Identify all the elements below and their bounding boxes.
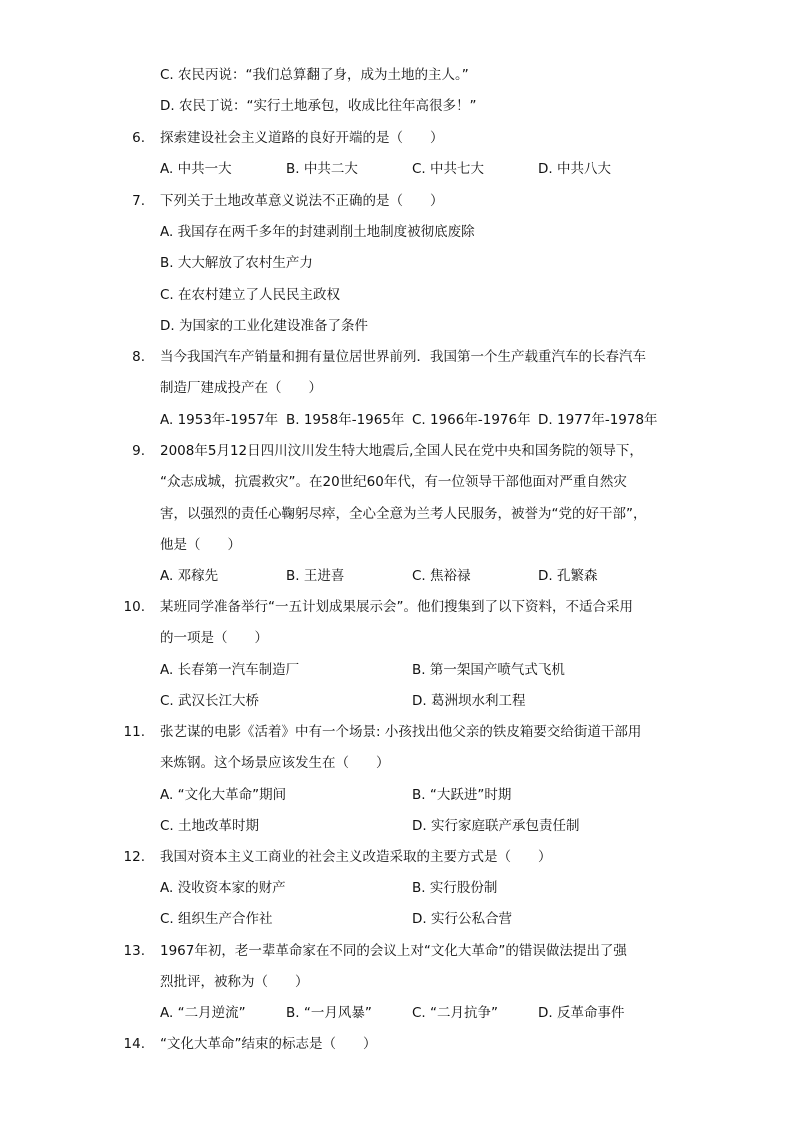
option-b: B. 1958年-1965年 <box>286 412 405 428</box>
option-d: D. 孔繁森 <box>538 568 598 584</box>
option-b: B. 大大解放了农村生产力 <box>160 255 313 271</box>
question-number: 13. <box>123 943 145 959</box>
question-stem: 的一项是（ ） <box>160 630 268 646</box>
option-c: C. 在农村建立了人民民主政权 <box>160 287 341 303</box>
question-stem: 我国对资本主义工商业的社会主义改造采取的主要方式是（ ） <box>160 849 552 865</box>
option-d: D. 葛洲坝水利工程 <box>412 693 526 709</box>
option-b: B. 第一架国产喷气式飞机 <box>412 662 565 678</box>
question-number: 14. <box>123 1036 145 1052</box>
question-stem: 制造厂建成投产在（ ） <box>160 380 322 396</box>
question-stem: 下列关于土地改革意义说法不正确的是（ ） <box>160 193 444 209</box>
option-b: B. 中共二大 <box>286 161 358 177</box>
option-c: C. 土地改革时期 <box>160 818 260 834</box>
question-stem: 某班同学准备举行“一五计划成果展示会”。他们搜集到了以下资料，不适合采用 <box>160 599 633 615</box>
question-stem: 来炼钢。这个场景应该发生在（ ） <box>160 755 390 771</box>
option-d: D. 1977年-1978年 <box>538 412 658 428</box>
question-stem: 害，以强烈的责任心鞠躬尽瘁，全心全意为兰考人民服务，被誉为“党的好干部”， <box>160 506 647 522</box>
option-c: C. 1966年-1976年 <box>412 412 531 428</box>
option-b: B. “大跃进”时期 <box>412 787 512 803</box>
option-a: A. “二月逆流” <box>160 1005 246 1021</box>
question-stem: 探索建设社会主义道路的良好开端的是（ ） <box>160 130 444 146</box>
question-stem: 当今我国汽车产销量和拥有量位居世界前列．我国第一个生产载重汽车的长春汽车 <box>160 349 646 365</box>
option-c: C. 焦裕禄 <box>412 568 471 584</box>
option-b: B. 实行股份制 <box>412 880 498 896</box>
question-number: 7. <box>132 193 145 209</box>
question-number: 8. <box>132 349 145 365</box>
option-d: D. 为国家的工业化建设准备了条件 <box>160 318 368 334</box>
option-c-q5: C. 农民丙说：“我们总算翻了身，成为土地的主人。” <box>160 67 469 83</box>
question-number: 9. <box>132 443 145 459</box>
question-stem: “众志成城，抗震救灾”。在20世纪60年代，有一位领导干部他面对严重自然灾 <box>160 474 627 490</box>
option-a: A. 没收资本家的财产 <box>160 880 286 896</box>
option-a: A. “文化大革命”期间 <box>160 787 287 803</box>
option-a: A. 中共一大 <box>160 161 232 177</box>
option-c: C. 中共七大 <box>412 161 485 177</box>
option-d: D. 实行家庭联产承包责任制 <box>412 818 580 834</box>
option-d-q5: D. 农民丁说：“实行土地承包，收成比往年高很多！” <box>160 98 477 114</box>
option-a: A. 1953年-1957年 <box>160 412 279 428</box>
option-d: D. 实行公私合营 <box>412 911 512 927</box>
question-stem: 烈批评，被称为（ ） <box>160 974 309 990</box>
option-a: A. 邓稼先 <box>160 568 219 584</box>
option-b: B. 王进喜 <box>286 568 345 584</box>
option-a: A. 我国存在两千多年的封建剥削土地制度被彻底废除 <box>160 224 475 240</box>
question-stem: 张艺谋的电影《活着》中有一个场景: 小孩找出他父亲的铁皮箱要交给街道干部用 <box>160 724 642 740</box>
option-b: B. “一月风暴” <box>286 1005 372 1021</box>
question-number: 10. <box>123 599 145 615</box>
option-c: C. 组织生产合作社 <box>160 911 273 927</box>
question-stem: 他是（ ） <box>160 537 241 553</box>
question-number: 12. <box>123 849 145 865</box>
option-c: C. “二月抗争” <box>412 1005 498 1021</box>
question-stem: 2008年5月12日四川汶川发生特大地震后,全国人民在党中央和国务院的领导下， <box>160 443 643 459</box>
question-number: 11. <box>123 724 145 740</box>
option-c: C. 武汉长江大桥 <box>160 693 260 709</box>
option-a: A. 长春第一汽车制造厂 <box>160 662 300 678</box>
option-d: D. 反革命事件 <box>538 1005 625 1021</box>
question-number: 6. <box>132 130 145 146</box>
option-d: D. 中共八大 <box>538 161 611 177</box>
question-stem: “文化大革命”结束的标志是（ ） <box>160 1036 377 1052</box>
question-stem: 1967年初，老一辈革命家在不同的会议上对“文化大革命”的错误做法提出了强 <box>160 943 627 959</box>
